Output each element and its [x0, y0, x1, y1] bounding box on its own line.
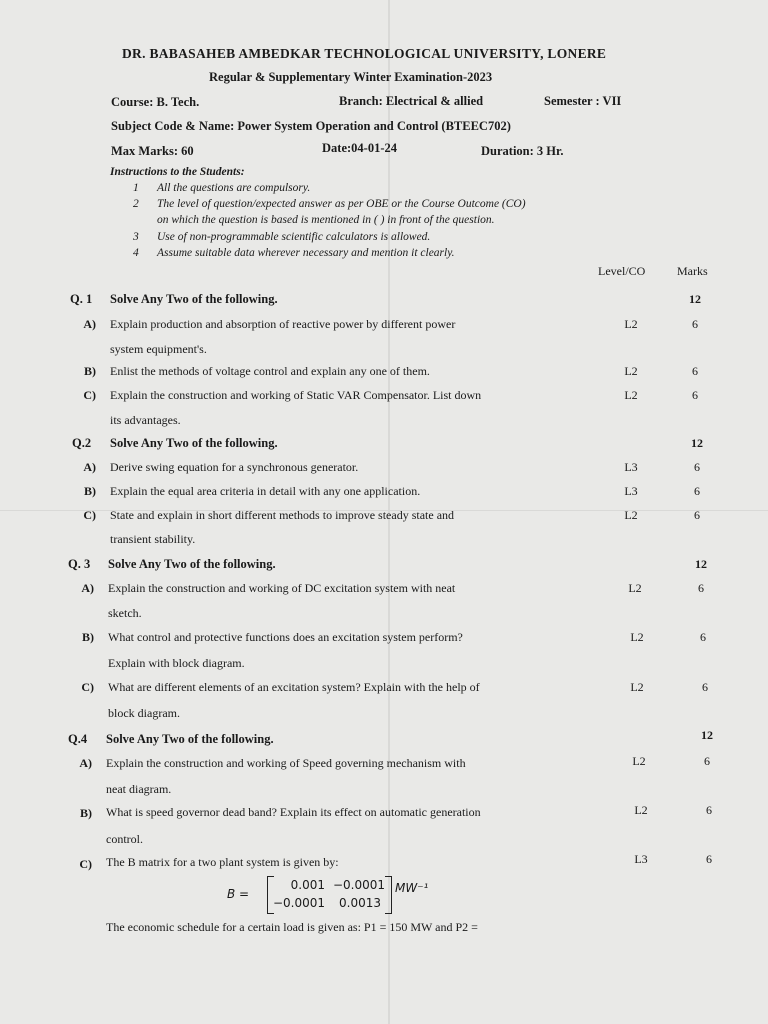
part-marks: 6 — [694, 508, 700, 522]
part-label: A) — [81, 581, 94, 595]
instruction-text: The level of question/expected answer as per OBE or the Course Outcome (CO) — [157, 198, 526, 210]
question-number: Q. 1 — [70, 292, 93, 306]
part-label: B) — [84, 364, 96, 378]
part-text: system equipment's. — [110, 342, 207, 356]
part-text: Derive swing equation for a synchronous generator. — [110, 460, 359, 474]
matrix-cell: −0.0001 — [272, 896, 325, 910]
instruction-num: 2 — [133, 198, 139, 210]
part-text: What is speed governor dead band? Explain its effect on automatic generation — [106, 805, 481, 819]
matrix-cell: 0.001 — [290, 878, 325, 892]
exam-date: Date:04-01-24 — [322, 141, 397, 155]
matrix-right-bracket — [385, 876, 392, 914]
question-number: Q.4 — [68, 732, 88, 746]
instruction-num: 4 — [133, 247, 139, 259]
part-marks: 6 — [702, 680, 708, 694]
question-marks: 12 — [695, 557, 707, 571]
part-level: L2 — [624, 317, 638, 331]
part-label: B) — [80, 806, 92, 820]
part-marks: 6 — [692, 388, 698, 402]
instruction-num: 3 — [133, 231, 139, 243]
part-text: Explain the construction and working of Static VAR Compensator. List down — [110, 388, 482, 402]
instruction-text: Use of non-programmable scientific calculators is allowed. — [157, 231, 431, 243]
question-number: Q. 3 — [68, 557, 91, 571]
part-label: C) — [79, 857, 92, 871]
part-level: L2 — [634, 803, 648, 817]
part-level: L2 — [624, 388, 638, 402]
semester: Semester : VII — [544, 94, 622, 108]
course: Course: B. Tech. — [111, 95, 200, 109]
question-title: Solve Any Two of the following. — [110, 436, 278, 450]
instruction-num: 1 — [133, 182, 139, 194]
part-text: Enlist the methods of voltage control and explain any one of them. — [110, 364, 430, 378]
part-text: Explain production and absorption of reactive power by different power — [110, 317, 456, 331]
part-marks: 6 — [704, 754, 710, 768]
part-level: L2 — [628, 581, 642, 595]
part-marks: 6 — [692, 364, 698, 378]
instruction-text: Assume suitable data wherever necessary and mention it clearly. — [157, 247, 455, 259]
university-name: DR. BABASAHEB AMBEDKAR TECHNOLOGICAL UNIVERSITY, LONERE — [122, 46, 607, 61]
part-label: A) — [83, 460, 96, 474]
part-marks: 6 — [706, 852, 712, 866]
part-text: State and explain in short different methods to improve steady state and — [110, 508, 455, 522]
part-text: What control and protective functions does an excitation system perform? — [108, 630, 463, 644]
matrix-lhs: B = — [227, 887, 250, 901]
part-marks: 6 — [700, 630, 706, 644]
part-text: block diagram. — [108, 706, 180, 720]
part-level: L3 — [624, 460, 638, 474]
marks-heading: Marks — [677, 264, 708, 278]
part-text: The B matrix for a two plant system is given by: — [106, 855, 339, 869]
instruction-text: on which the question is based is mentioned in ( ) in front of the question. — [157, 214, 495, 226]
matrix-cell: 0.0013 — [339, 896, 381, 910]
part-level: L2 — [630, 680, 644, 694]
part-level: L2 — [630, 630, 644, 644]
part-text: Explain the construction and working of DC excitation system with neat — [108, 581, 456, 595]
max-marks: Max Marks: 60 — [111, 144, 194, 158]
matrix-unit: MW⁻¹ — [395, 881, 429, 895]
duration: Duration: 3 Hr. — [481, 144, 564, 158]
level-co-heading: Level/CO — [598, 264, 646, 278]
part-text: Explain with block diagram. — [108, 656, 245, 670]
part-text: Explain the equal area criteria in detail with any one application. — [110, 484, 421, 498]
part-marks: 6 — [692, 317, 698, 331]
part-level: L2 — [624, 508, 638, 522]
part-text: transient stability. — [110, 532, 196, 546]
part-marks: 6 — [698, 581, 704, 595]
part-label: C) — [81, 680, 94, 694]
part-label: A) — [79, 756, 92, 770]
question-number: Q.2 — [72, 436, 92, 450]
instruction-text: All the questions are compulsory. — [157, 182, 311, 194]
question-title: Solve Any Two of the following. — [106, 732, 274, 746]
part-label: B) — [82, 630, 94, 644]
part-level: L2 — [632, 754, 646, 768]
part-text: neat diagram. — [106, 782, 172, 796]
part-text: sketch. — [108, 606, 142, 620]
part-level: L3 — [634, 852, 648, 866]
part-label: C) — [83, 508, 96, 522]
subject: Subject Code & Name: Power System Operation and Control (BTEEC702) — [111, 119, 511, 133]
question-title: Solve Any Two of the following. — [108, 557, 276, 571]
part-text: control. — [106, 832, 143, 846]
question-title: Solve Any Two of the following. — [110, 292, 278, 306]
part-label: B) — [84, 484, 96, 498]
part-level: L2 — [624, 364, 638, 378]
part-marks: 6 — [694, 460, 700, 474]
question-marks: 12 — [689, 292, 701, 306]
part-text: Explain the construction and working of Speed governing mechanism with — [106, 756, 466, 770]
branch: Branch: Electrical & allied — [339, 94, 484, 108]
part-marks: 6 — [694, 484, 700, 498]
question-marks: 12 — [701, 728, 713, 742]
instructions-title: Instructions to the Students: — [110, 166, 245, 178]
part-text: its advantages. — [110, 413, 181, 427]
exam-title: Regular & Supplementary Winter Examination-2023 — [209, 70, 493, 84]
part-text: The economic schedule for a certain load is given as: P1 = 150 MW and P2 = — [106, 920, 478, 934]
part-text: What are different elements of an excitation system? Explain with the help of — [108, 680, 480, 694]
part-level: L3 — [624, 484, 638, 498]
part-marks: 6 — [706, 803, 712, 817]
matrix-cell: −0.0001 — [332, 878, 385, 892]
part-label: A) — [83, 317, 96, 331]
part-label: C) — [83, 388, 96, 402]
question-marks: 12 — [691, 436, 703, 450]
